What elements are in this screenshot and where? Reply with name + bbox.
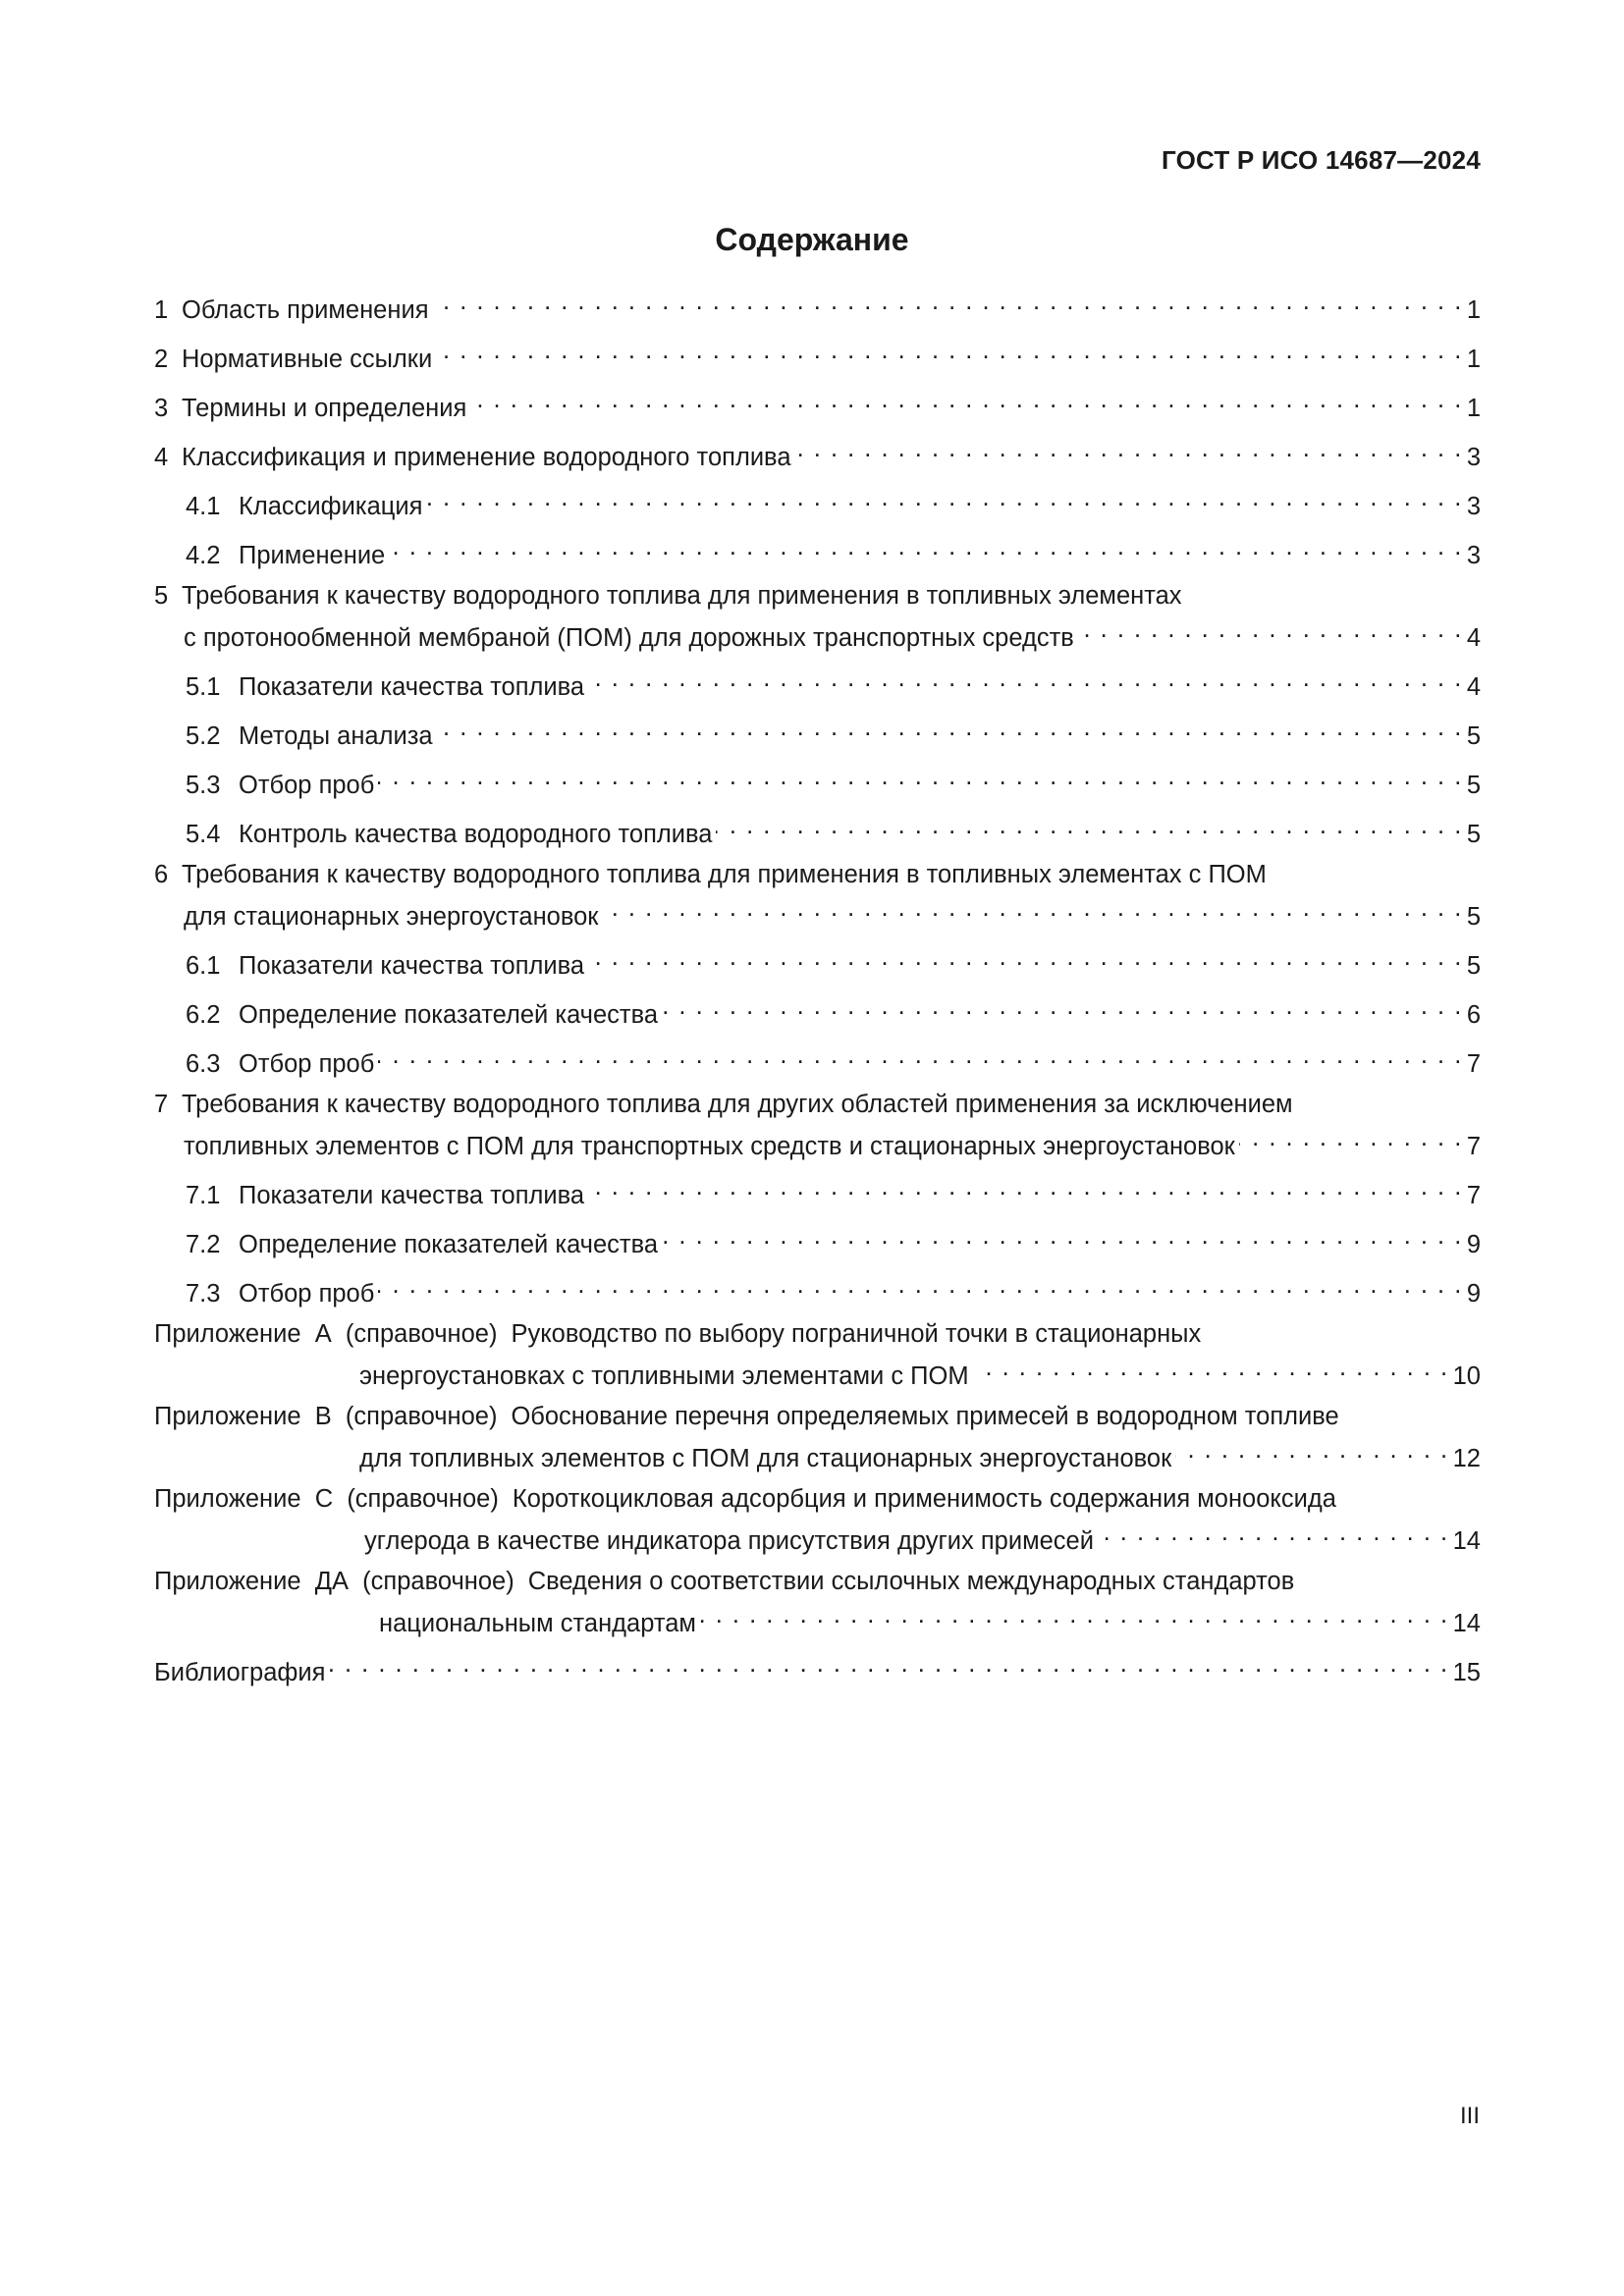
- page-number: III: [1459, 2103, 1480, 2129]
- toc-entry-number: 5: [154, 582, 169, 610]
- toc-entry-text-line1: Руководство по выбору пограничной точки в стационарных: [511, 1320, 1202, 1348]
- document-id: ГОСТ Р ИСО 14687—2024: [1161, 145, 1481, 175]
- dot-leader: [1078, 613, 1463, 646]
- toc-entry-number: 2: [154, 346, 169, 373]
- dot-leader: [973, 1351, 1449, 1384]
- toc-entry-text-line2: для топливных элементов с ПОМ для стационарных энергоустановок: [359, 1445, 1172, 1472]
- toc-entry-appendix-da[interactable]: [154, 1565, 1481, 1640]
- toc-entry-7-2[interactable]: [154, 1219, 1481, 1261]
- toc-entry-6-2[interactable]: [154, 989, 1481, 1032]
- toc-entry-page: 5: [1466, 722, 1481, 750]
- toc-entry-4[interactable]: [154, 432, 1481, 474]
- toc-entry-number: 4.2: [186, 542, 221, 569]
- toc-entry-page: 5: [1466, 772, 1481, 799]
- toc-entry-number: 7.3: [186, 1280, 221, 1308]
- toc-entry-number: 4.1: [186, 493, 221, 520]
- toc-entry-page: 15: [1452, 1659, 1481, 1686]
- dot-leader: [1239, 1121, 1463, 1154]
- toc-entry-4-1[interactable]: [154, 481, 1481, 523]
- toc-entry-7-3[interactable]: [154, 1268, 1481, 1310]
- appendix-label: Приложение С (справочное): [154, 1485, 499, 1513]
- toc-entry-5[interactable]: [154, 579, 1481, 655]
- toc-entry-text: Отбор проб: [239, 1050, 375, 1078]
- toc-entry-number: 6.1: [186, 952, 221, 980]
- table-of-contents: [154, 285, 1481, 1696]
- toc-entry-5-4[interactable]: [154, 809, 1481, 851]
- toc-title: Содержание: [715, 222, 909, 257]
- toc-entry-text: Классификация и применение водородного топлива: [182, 444, 791, 471]
- dot-leader: [795, 432, 1463, 465]
- toc-entry-text-line1: Обоснование перечня определяемых примесей в водородном топливе: [511, 1403, 1339, 1430]
- toc-entry-number: 5.4: [186, 821, 221, 848]
- toc-entry-page: 12: [1452, 1445, 1481, 1472]
- toc-entry-text: Контроль качества водородного топлива: [239, 821, 713, 848]
- toc-entry-number: 5.2: [186, 722, 221, 750]
- toc-entry-number: 6.3: [186, 1050, 221, 1078]
- toc-entry-text-line1: Требования к качеству водородного топлива для других областей применения за исключением: [182, 1091, 1293, 1118]
- toc-entry-text-line2: топливных элементов с ПОМ для транспортных средств и стационарных энергоустановок: [184, 1133, 1235, 1160]
- dot-leader: [470, 383, 1463, 416]
- toc-entry-text: Показатели качества топлива: [239, 1182, 585, 1209]
- toc-entry-number: 7.2: [186, 1231, 221, 1258]
- toc-entry-page: 4: [1466, 673, 1481, 701]
- dot-leader: [588, 1170, 1463, 1203]
- dot-leader: [716, 809, 1462, 842]
- toc-entry-number: 6.2: [186, 1001, 221, 1029]
- toc-entry-text: Определение показателей качества: [239, 1231, 659, 1258]
- toc-entry-page: 9: [1466, 1231, 1481, 1258]
- toc-entry-page: 9: [1466, 1280, 1481, 1308]
- toc-entry-text-line1: Требования к качеству водородного топлива для применения в топливных элементах: [182, 582, 1182, 610]
- toc-entry-appendix-b[interactable]: [154, 1400, 1481, 1475]
- toc-entry-page: 1: [1466, 395, 1481, 422]
- dot-leader: [588, 662, 1463, 695]
- dot-leader: [389, 530, 1463, 563]
- toc-entry-text: Нормативные ссылки: [182, 346, 433, 373]
- dot-leader: [378, 1039, 1462, 1072]
- toc-entry-text: Показатели качества топлива: [239, 952, 585, 980]
- toc-entry-text-line1: Короткоцикловая адсорбция и применимость содержания монооксида: [512, 1485, 1336, 1513]
- toc-entry-7[interactable]: [154, 1088, 1481, 1163]
- toc-entry-page: 14: [1452, 1527, 1481, 1555]
- dot-leader: [662, 1219, 1463, 1253]
- toc-entry-number: 1: [154, 296, 169, 324]
- toc-entry-number: 4: [154, 444, 169, 471]
- toc-entry-text-line2: энергоустановках с топливными элементами с ПОМ: [359, 1362, 969, 1390]
- toc-entry-page: 4: [1466, 624, 1481, 652]
- toc-entry-text-line1: Требования к качеству водородного топлива для применения в топливных элементах с ПОМ: [182, 861, 1267, 888]
- toc-entry-text: Отбор проб: [239, 1280, 375, 1308]
- dot-leader: [378, 1268, 1462, 1302]
- dot-leader: [662, 989, 1463, 1023]
- toc-entry-page: 14: [1452, 1610, 1481, 1637]
- dot-leader: [426, 481, 1462, 514]
- toc-entry-page: 3: [1466, 493, 1481, 520]
- toc-entry-page: 7: [1466, 1133, 1481, 1160]
- toc-entry-page: 10: [1452, 1362, 1481, 1390]
- toc-entry-text-line2: углерода в качестве индикатора присутствия других примесей: [364, 1527, 1094, 1555]
- toc-entry-page: 5: [1466, 821, 1481, 848]
- toc-entry-text-line2: национальным стандартам: [379, 1610, 696, 1637]
- toc-entry-2[interactable]: [154, 334, 1481, 376]
- toc-entry-text-line2: с протонообменной мембраной (ПОМ) для дорожных транспортных средств: [184, 624, 1074, 652]
- toc-entry-text: Методы анализа: [239, 722, 433, 750]
- toc-entry-text-line2: для стационарных энергоустановок: [184, 903, 599, 931]
- dot-leader: [602, 891, 1462, 925]
- toc-entry-number: 7: [154, 1091, 169, 1118]
- dot-leader: [700, 1598, 1449, 1631]
- toc-entry-text: Библиография: [154, 1659, 326, 1686]
- toc-entry-number: 5.3: [186, 772, 221, 799]
- toc-entry-page: 6: [1466, 1001, 1481, 1029]
- toc-entry-text: Применение: [239, 542, 386, 569]
- appendix-label: Приложение А (справочное): [154, 1320, 498, 1348]
- appendix-label: Приложение В (справочное): [154, 1403, 498, 1430]
- toc-entry-page: 7: [1466, 1050, 1481, 1078]
- toc-entry-7-1[interactable]: [154, 1170, 1481, 1212]
- appendix-label: Приложение ДА (справочное): [154, 1568, 514, 1595]
- toc-entry-5-3[interactable]: [154, 760, 1481, 802]
- toc-entry-appendix-a[interactable]: [154, 1317, 1481, 1393]
- toc-entry-5-2[interactable]: [154, 711, 1481, 753]
- toc-entry-text: Классификация: [239, 493, 423, 520]
- dot-leader: [1175, 1433, 1448, 1467]
- toc-entry-3[interactable]: [154, 383, 1481, 425]
- toc-entry-4-2[interactable]: [154, 530, 1481, 572]
- toc-entry-text: Термины и определения: [182, 395, 467, 422]
- dot-leader: [436, 334, 1463, 367]
- toc-entry-6[interactable]: [154, 858, 1481, 934]
- toc-entry-6-3[interactable]: [154, 1039, 1481, 1081]
- toc-entry-number: 3: [154, 395, 169, 422]
- toc-entry-number: 5.1: [186, 673, 221, 701]
- toc-entry-number: 7.1: [186, 1182, 221, 1209]
- toc-entry-appendix-c[interactable]: [154, 1482, 1481, 1558]
- toc-entry-page: 5: [1466, 952, 1481, 980]
- toc-entry-page: 1: [1466, 296, 1481, 324]
- toc-entry-1[interactable]: [154, 285, 1481, 327]
- toc-entry-text-line1: Сведения о соответствии ссылочных международных стандартов: [527, 1568, 1295, 1595]
- toc-entry-page: 1: [1466, 346, 1481, 373]
- toc-entry-text: Показатели качества топлива: [239, 673, 585, 701]
- dot-leader: [588, 940, 1463, 974]
- toc-entry-page: 3: [1466, 542, 1481, 569]
- toc-entry-number: 6: [154, 861, 169, 888]
- dot-leader: [329, 1647, 1448, 1681]
- toc-entry-text: Область применения: [182, 296, 429, 324]
- toc-entry-page: 7: [1466, 1182, 1481, 1209]
- dot-leader: [437, 711, 1463, 744]
- toc-entry-5-1[interactable]: [154, 662, 1481, 704]
- dot-leader: [1098, 1516, 1449, 1549]
- toc-entry-6-1[interactable]: [154, 940, 1481, 983]
- dot-leader: [378, 760, 1462, 793]
- toc-entry-page: 5: [1466, 903, 1481, 931]
- toc-entry-text: Определение показателей качества: [239, 1001, 659, 1029]
- toc-entry-page: 3: [1466, 444, 1481, 471]
- toc-entry-text: Отбор проб: [239, 772, 375, 799]
- toc-entry-bibliography[interactable]: [154, 1647, 1481, 1689]
- dot-leader: [433, 285, 1463, 318]
